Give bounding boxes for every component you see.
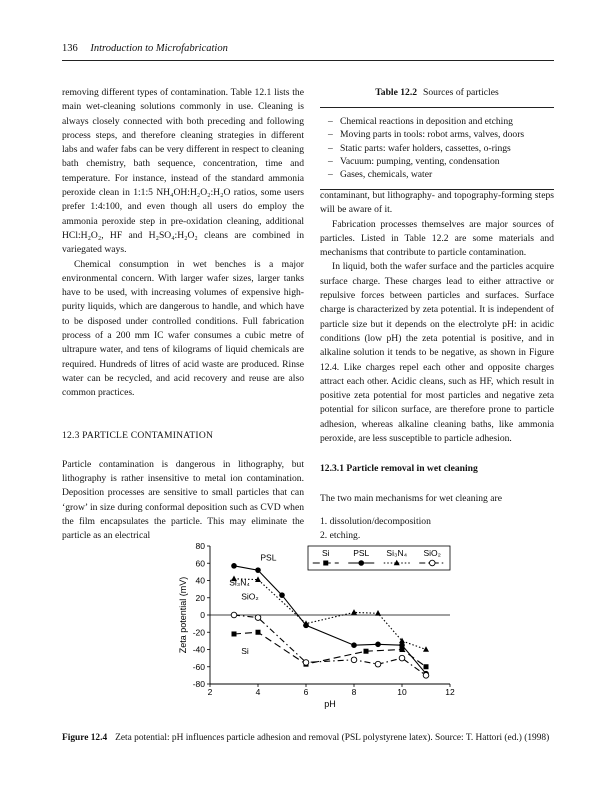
- y-tick-label: -80: [192, 679, 205, 689]
- data-point: [279, 592, 285, 598]
- list-item: 2. etching.: [320, 530, 361, 542]
- subsection-heading: 12.3.1 Particle removal in wet cleaning: [320, 463, 478, 475]
- series-label: SiO₂: [241, 591, 259, 602]
- data-point: [232, 631, 237, 636]
- paragraph: Particle contamination is dangerous in lithography, but lithography is rather insensitive to metal ion contamination. Deposition processes are sensitive to small particles that can ‘grow’ in size during conformal deposition such as CVD when the film encapsulates the particle. This may eliminate the particle as an electrical: [62, 458, 304, 542]
- data-point: [351, 657, 357, 663]
- table-row: – Moving parts in tools: robot arms, valves, doors: [328, 129, 525, 141]
- data-point: [256, 630, 261, 635]
- x-tick-label: 8: [351, 687, 357, 697]
- data-point: [375, 610, 381, 616]
- y-axis-label: Zeta potential (mV): [178, 576, 188, 654]
- data-point: [399, 642, 405, 648]
- y-tick-label: -60: [192, 661, 205, 672]
- paragraph: contaminant, but lithography- and topography-forming steps will be aware of it.: [320, 190, 554, 216]
- data-point: [399, 655, 405, 661]
- data-point: [364, 649, 369, 654]
- y-tick-label: 80: [195, 541, 205, 551]
- table-caption: [320, 86, 554, 99]
- legend-label: Si₃N₄: [386, 548, 408, 558]
- x-axis-label: pH: [324, 699, 336, 709]
- zeta-potential-chart: [180, 538, 470, 708]
- legend-label: SiO₂: [423, 548, 441, 558]
- table-cell: Static parts: wafer holders, cassettes, o-rings: [340, 142, 511, 154]
- y-tick-label: 60: [195, 558, 205, 569]
- table-body: [320, 107, 554, 190]
- data-point: [323, 561, 328, 566]
- x-tick-label: 6: [303, 687, 309, 697]
- table-cell: Chemical reactions in deposition and etching: [340, 116, 513, 128]
- paragraph: In liquid, both the wafer surface and the particles acquire surface charge. These charges lead to either attractive or repulsive forces between particles and surfaces. Surface charge is characterized by zeta potential. It is independent of particle size but it depends on the electrolyte pH: in acidic conditions (low pH) the zeta potential is positive, and in alkaline solution it tends to be negative, as shown in Figure 12.4. Like charges repel each other and opposite charges attract each other. Acidic cleans, such as HF, which result in positive zeta potential for most particles and negative zeta potential for silicon surface, are therefore prone to particle adhesion, whereas alkaline cleaning baths, like ammonia peroxide, are less susceptible to particle adhesion.: [320, 261, 554, 445]
- running-header: [62, 43, 228, 54]
- data-point: [231, 563, 237, 569]
- series-label: Si₃N₄: [229, 577, 250, 588]
- section-heading: 12.3 PARTICLE CONTAMINATION: [62, 429, 214, 441]
- table-title: Sources of particles: [423, 87, 499, 98]
- figure-label: Figure 12.4: [62, 733, 108, 743]
- paragraph: Chemical consumption in wet benches is a major environmental concern. With larger wafer sizes, larger tanks have to be used, with increasing volumes of expensive high-purity liquids, which are dangerous to handle, and which have to be disposed under controlled conditions. Full fabrication process of a 200 mm IC wafer consumes a cubic metre of ultrapure water, and tens of kilograms of liquid chemicals are required. Hundreds of litres of acid waste are produced. Rinse water can be recycled, and acid recovery and reuse are also common practices.: [62, 258, 304, 399]
- paragraph: The two main mechanisms for wet cleaning are: [320, 492, 502, 504]
- paragraph: removing different types of contamination. Table 12.1 lists the main wet-cleaning solutions commonly in use. Cleaning is always closely connected with both preceding and following process steps, and therefore cleaning strategies in different labs and wafer fabs can be very different in respect to cleaning bath chemistry, bath sequence, concentration, time and temperature. For instance, instead of the standard ammonia peroxide clean in 1:1:5 NH₄OH:H₂O₂:H₂O ratios, some users prefer 1:4:100, and even though all users do employ the ammonia peroxide step in pre-oxidation cleaning, additional HCl:H₂O₂, HF and H₂SO₄:H₂O₂ cleans are combined in variegated ways.: [62, 87, 304, 256]
- legend-label: Si: [321, 548, 330, 558]
- series-line: [234, 579, 426, 650]
- data-point: [255, 567, 261, 573]
- list-item: 1. dissolution/decomposition: [320, 515, 431, 527]
- figure-caption: [62, 731, 554, 745]
- right-column: [320, 189, 554, 544]
- paragraph: Fabrication processes themselves are major sources of particles. Listed in Table 12.2 are some materials and mechanisms that contribute to particle contamination.: [320, 218, 554, 259]
- y-tick-label: -40: [192, 644, 205, 655]
- table-row: – Chemical reactions in deposition and etching: [328, 116, 513, 128]
- table-cell: Gases, chemicals, water: [340, 169, 433, 181]
- table-cell: Moving parts in tools: robot arms, valves, doors: [340, 129, 525, 141]
- table-label: Table 12.2: [375, 87, 418, 98]
- table-cell: Vacuum: pumping, venting, condensation: [340, 155, 500, 167]
- y-tick-label: 0: [200, 610, 205, 620]
- data-point: [375, 642, 381, 648]
- data-point: [231, 612, 237, 618]
- x-tick-label: 2: [207, 687, 213, 697]
- data-point: [423, 646, 429, 652]
- data-point: [423, 673, 429, 679]
- data-point: [303, 660, 309, 666]
- header-rule: [62, 60, 554, 61]
- left-column: [62, 86, 304, 544]
- y-tick-label: 20: [195, 592, 205, 603]
- data-point: [375, 661, 381, 667]
- data-point: [399, 638, 405, 644]
- data-point: [255, 615, 261, 621]
- table-row: – Gases, chemicals, water: [328, 169, 433, 181]
- running-title: Introduction to Microfabrication: [90, 43, 228, 54]
- x-tick-label: 10: [397, 687, 407, 697]
- figure-caption-text: Zeta potential: pH influences particle adhesion and removal (PSL polystyrene latex). Source: T. Hattori (ed.) (1998): [115, 733, 550, 743]
- series-label: Si: [241, 645, 249, 656]
- x-tick-label: 4: [255, 687, 261, 697]
- table-row: – Vacuum: pumping, venting, condensation: [328, 155, 500, 167]
- data-point: [351, 642, 357, 648]
- page-number: 136: [62, 43, 78, 54]
- series-line: [234, 566, 426, 674]
- data-point: [351, 609, 357, 615]
- series-label: PSL: [260, 552, 277, 563]
- y-tick-label: -20: [192, 627, 205, 638]
- data-point: [424, 664, 429, 669]
- legend-label: PSL: [353, 548, 370, 558]
- table-row: – Static parts: wafer holders, cassettes, o-rings: [328, 142, 511, 154]
- table-12-2: [320, 86, 554, 190]
- data-point: [429, 560, 435, 566]
- series-si3n4: [229, 575, 429, 651]
- x-tick-label: 12: [445, 687, 455, 697]
- data-point: [358, 560, 364, 566]
- y-tick-label: 40: [195, 575, 205, 586]
